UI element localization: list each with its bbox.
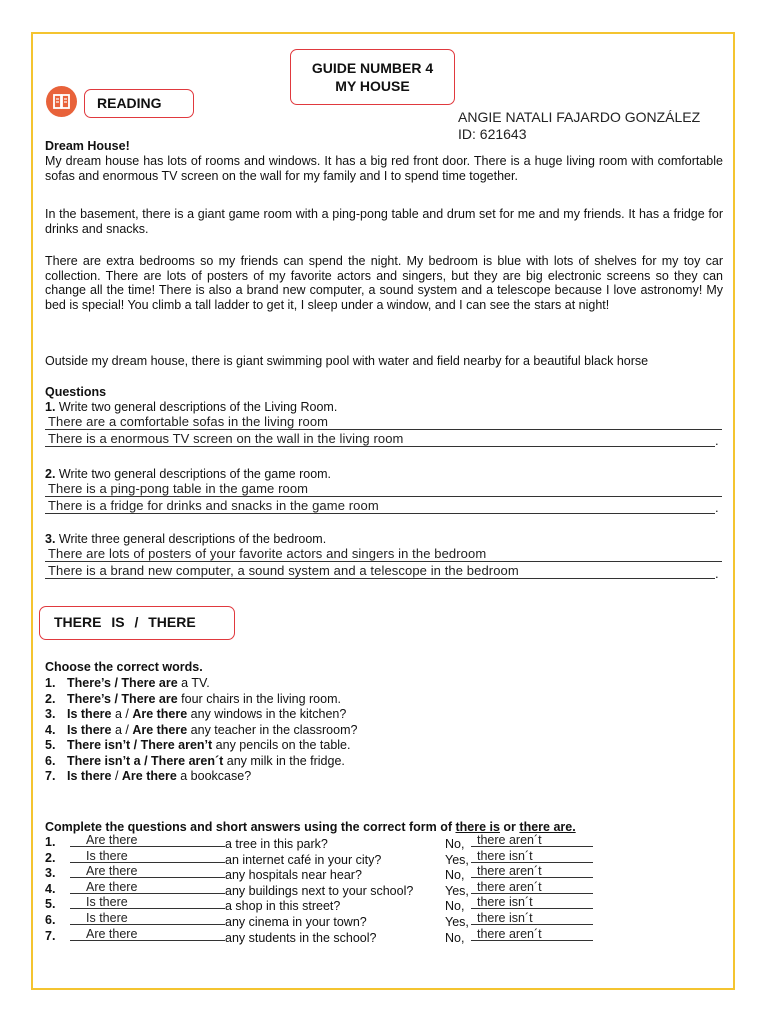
item-number: 7. (45, 928, 56, 943)
item-text: a bookcase? (176, 769, 252, 783)
question-number: 3. (45, 532, 56, 546)
or-text: or (499, 820, 520, 834)
item-number: 2. (45, 850, 56, 865)
list-item (45, 769, 357, 785)
reading-label-box (84, 89, 194, 118)
blank-field[interactable]: Is there (70, 897, 225, 909)
option-text[interactable]: Is there (67, 722, 112, 737)
question-text: Write two general descriptions of the game room. (55, 467, 332, 481)
reading-paragraph-4: Outside my dream house, there is giant swimming pool with water and field nearby for a beautiful black horse (45, 354, 649, 368)
item-text: four chairs in the living room. (177, 691, 341, 706)
guide-title: GUIDE NUMBER 4 (311, 60, 434, 76)
choose-heading: Choose the correct words. (45, 660, 203, 674)
response-word: No, (445, 837, 465, 851)
question-text: Write three general descriptions of the bedroom. (55, 532, 327, 546)
item-text: a shop in this street? (225, 899, 341, 914)
response-word: Yes, (445, 883, 469, 898)
answer-field[interactable]: there isn´t (471, 913, 593, 925)
answer-field[interactable]: There is a fridge for drinks and snacks in the game room (45, 499, 715, 514)
option-text[interactable]: There’s / There are (67, 691, 178, 706)
item-number: 6. (45, 912, 56, 927)
response-word: No, (445, 899, 465, 914)
answer-field[interactable]: there aren´t (471, 835, 593, 847)
answer-field[interactable]: there aren´t (471, 929, 593, 941)
item-text: any cinema in your town? (225, 914, 367, 929)
guide-subtitle: MY HOUSE (335, 78, 410, 94)
item-text: a / (111, 722, 133, 737)
item-number: 5. (45, 738, 56, 752)
end-mark: . (715, 500, 719, 515)
there-is-underlined: there is (455, 820, 500, 834)
blank-field[interactable]: Are there (70, 866, 225, 878)
item-text: any teacher in the classroom? (187, 722, 358, 737)
author-id: ID: 621643 (458, 126, 527, 142)
list-item (45, 738, 357, 754)
question-number: 1. (45, 400, 56, 414)
author-name: ANGIE NATALI FAJARDO GONZÁLEZ (458, 109, 701, 125)
item-number: 6. (45, 753, 56, 768)
item-text: any windows in the kitchen? (187, 707, 347, 721)
there-are-underlined: there are. (519, 820, 576, 834)
guide-title-box (290, 49, 455, 105)
item-text: any pencils on the table. (212, 738, 351, 752)
question-3 (45, 532, 326, 546)
item-text: an internet café in your city? (225, 852, 382, 867)
item-text: a tree in this park? (225, 837, 328, 851)
item-text: any students in the school? (225, 930, 377, 945)
list-item (45, 676, 357, 692)
item-text: any hospitals near hear? (225, 868, 362, 883)
item-text: any milk in the fridge. (223, 753, 345, 768)
item-text: a / (111, 707, 133, 721)
end-mark: . (715, 566, 719, 581)
reading-paragraph-2: In the basement, there is a giant game room with a ping-pong table and drum set for me and my friends. It has a fridge for drinks and snacks. (45, 207, 723, 236)
item-number: 2. (45, 691, 56, 706)
answer-field[interactable]: there isn´t (471, 897, 593, 909)
there-is-label-box (39, 606, 235, 640)
blank-field[interactable]: Is there (70, 851, 225, 863)
author-info (458, 109, 700, 143)
answer-field[interactable]: There are a comfortable sofas in the living room (45, 415, 722, 430)
item-number: 3. (45, 866, 56, 881)
answer-field[interactable]: there isn´t (471, 851, 593, 863)
option-text[interactable]: There isn’t a / There aren´t (67, 753, 224, 768)
answer-field[interactable]: There is a brand new computer, a sound system and a telescope in the bedroom (45, 564, 715, 579)
reading-paragraph-1: My dream house has lots of rooms and windows. It has a big red front door. There is a huge living room with comfortable sofas and enormous TV screen on the wall for my family and I to spend time together. (45, 154, 723, 183)
question-2 (45, 467, 331, 481)
answer-field[interactable]: there aren´t (471, 882, 593, 894)
choose-list (45, 676, 357, 785)
there-is-label: THERE IS / THERE (54, 614, 196, 630)
response-word: Yes, (445, 914, 469, 929)
questions-heading: Questions (45, 385, 107, 399)
option-text[interactable]: Are there (121, 769, 177, 783)
list-item (45, 754, 357, 770)
book-icon (46, 86, 77, 117)
item-text: a TV. (177, 676, 210, 690)
option-text[interactable]: There’s / There are (67, 676, 178, 690)
list-item (45, 692, 357, 708)
option-text[interactable]: There isn’t / There aren’t (67, 738, 213, 752)
list-item (45, 723, 357, 739)
blank-field[interactable]: Are there (70, 882, 225, 894)
answer-field[interactable]: there aren´t (471, 866, 593, 878)
response-word: No, (445, 930, 465, 945)
blank-field[interactable]: Is there (70, 913, 225, 925)
item-number: 4. (45, 881, 56, 896)
response-word: Yes, (445, 852, 469, 867)
item-text: / (111, 769, 122, 783)
list-item (45, 707, 357, 723)
item-number: 4. (45, 722, 56, 737)
reading-label: READING (97, 95, 162, 111)
item-text: any buildings next to your school? (225, 883, 414, 898)
blank-field[interactable]: Are there (70, 835, 225, 847)
item-number: 1. (45, 835, 56, 849)
question-text: Write two general descriptions of the Living Room. (55, 400, 338, 414)
end-mark: . (715, 433, 719, 448)
answer-field[interactable]: There is a enormous TV screen on the wall in the living room (45, 432, 715, 447)
reading-paragraph-3: There are extra bedrooms so my friends can spend the night. My bedroom is blue with lots of shelves for my toy car collection. There are lots of posters of my favorite actors and singers, but they are big electronic screens so they can change all the time! There is also a brand new computer, a sound system and a telescope because I love astronomy! My bed is special! You climb a tall ladder to get it, I sleep under a window, and I can see the stars at night! (45, 254, 723, 312)
answer-field[interactable]: There is a ping-pong table in the game room (45, 482, 722, 497)
item-number: 7. (45, 769, 56, 783)
item-number: 1. (45, 676, 56, 690)
option-text[interactable]: Are there (132, 722, 188, 737)
complete-heading (45, 820, 576, 834)
answer-field[interactable]: There are lots of posters of your favorite actors and singers in the bedroom (45, 547, 722, 562)
question-number: 2. (45, 467, 56, 481)
option-text[interactable]: Is there (67, 707, 112, 721)
item-number: 3. (45, 707, 56, 721)
complete-heading-text: Complete the questions and short answers using the correct form of (45, 820, 456, 834)
reading-heading: Dream House! (45, 139, 130, 153)
option-text[interactable]: Are there (132, 707, 188, 721)
question-1 (45, 400, 337, 414)
blank-field[interactable]: Are there (70, 929, 225, 941)
option-text[interactable]: Is there (67, 769, 112, 783)
item-number: 5. (45, 897, 56, 912)
response-word: No, (445, 868, 465, 883)
